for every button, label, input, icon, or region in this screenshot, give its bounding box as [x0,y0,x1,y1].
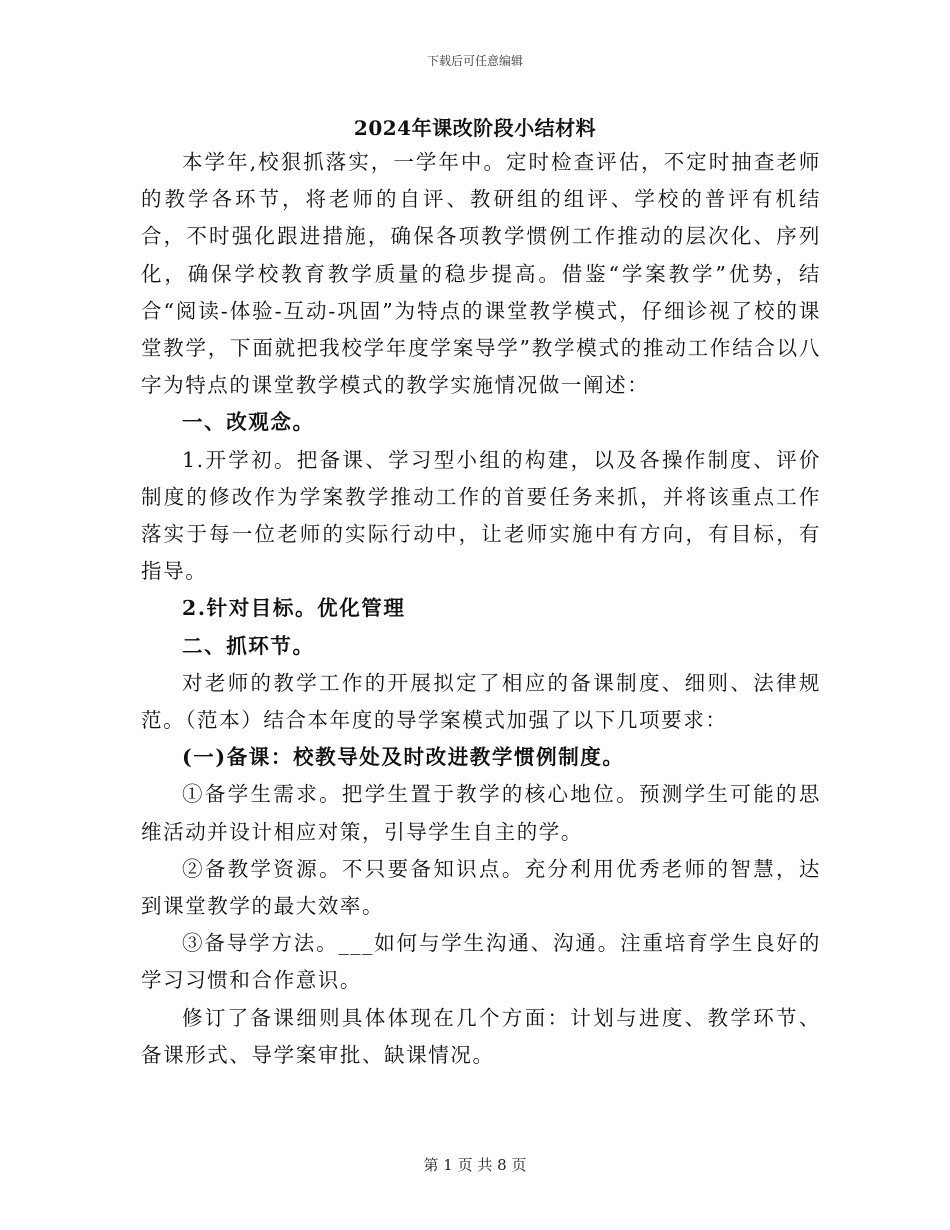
list-item: ③备导学方法。___如何与学生沟通、沟通。注重培育学生良好的学习习惯和合作意识。 [141,931,821,993]
section-heading-2: 二、抓环节。 [182,633,315,658]
document-body [141,144,821,1074]
intro-paragraph: 本学年,校狠抓落实，一学年中。定时检查评估，不定时抽查老师的教学各环节，将老师的自评、教研组的组评、学校的普评有机结合，不时强化跟进措施，确保各项教学惯例工作推动的层次化、序列化，确保学校教育教学质量的稳步提高。借鉴“学案教学”优势，结合“阅读-体验-互动-巩固”为特点的课堂教学模式，仔细诊视了校的课堂教学，下面就把我校学年度学案导学”教学模式的推动工作结合以八字为特点的课堂教学模式的教学实施情况做一阐述： [141,150,821,398]
page-number: 第 1 页 共 8 页 [423,1156,527,1174]
subsection-heading: (一)备课：校教导处及时改进教学惯例制度。 [182,745,625,770]
body-paragraph: 1.开学初。把备课、学习型小组的构建，以及各操作制度、评价制度的修改作为学案教学推动工作的首要任务来抓，并将该重点工作落实于每一位老师的实际行动中，让老师实施中有方向，有目标，有指导。 [141,447,821,584]
list-item: ①备学生需求。把学生置于教学的核心地位。预测学生可能的思维活动并设计相应对策，引导学生自主的学。 [141,782,821,844]
body-paragraph: 修订了备课细则具体体现在几个方面：计划与进度、教学环节、备课形式、导学案审批、缺课情况。 [141,1005,821,1067]
page-header-note: 下载后可任意编辑 [426,54,523,68]
document-title: 2024年课改阶段小结材料 [353,116,597,140]
section-heading-1: 一、改观念。 [182,410,315,435]
subsection-heading: 2.针对目标。优化管理 [182,596,406,621]
body-paragraph: 对老师的教学工作的开展拟定了相应的备课制度、细则、法律规范。（范本）结合本年度的导学案模式加强了以下几项要求： [141,670,821,733]
list-item: ②备教学资源。不只要备知识点。充分利用优秀老师的智慧，达到课堂教学的最大效率。 [141,856,821,919]
